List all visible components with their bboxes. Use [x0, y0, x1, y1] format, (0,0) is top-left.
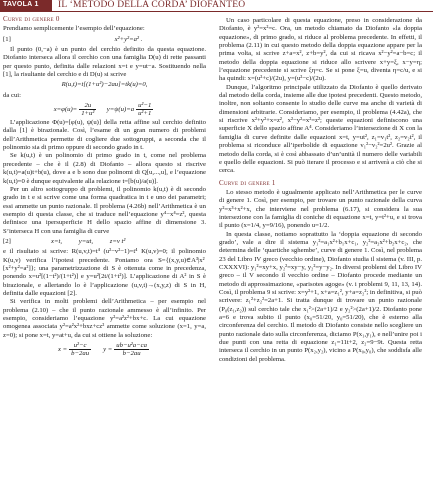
- left-column: [3, 15, 206, 359]
- eq-x-den: 1+u²: [81, 110, 95, 118]
- eq-y-num: u²−1: [138, 102, 152, 110]
- equation-1-body: x²+y²=a² .: [114, 35, 143, 43]
- page-header: [0, 0, 433, 11]
- paragraph-r1: Un caso particolare di questa equazione, preso in considerazione da Diofanto, è y²=x²=c. Ora, un metodo chiamato da Diofanto «la doppia equazione», di primo grado, si riduce al problema precedente. In effetti, il problema (2.11) in cui questo metodo della doppia equazione appare per la prima volta, si scrive z+a=x², z+b=y², da cui si ricava x²−y²=a−b=c; il metodo della doppia equazione si riduce allo scrivere x+y=ξ, x−y=η; l’equazione precedente si scrive ξη=c. Se si pone ξ=u, diventa η=c/u, e si ha quindi: x=(u²+c)/(2u), y=(u²−c)/(2u).: [219, 17, 422, 83]
- eq5-x-den: b−2au: [71, 350, 90, 358]
- eq-x-lhs: x=φ(u)=: [53, 106, 78, 114]
- header-tag-bar: [0, 0, 52, 11]
- eq5-y-fraction: [114, 342, 149, 357]
- section-title-genus-0: Curve di genere 0: [3, 15, 60, 23]
- paragraph-intro: Prendiamo semplicemente l’esempio dell’equazione:: [3, 25, 145, 33]
- paragraph-r4: In questa classe, notiamo soprattutto la ‘doppia equazione di secondo grado’, vale a dire il sistema y₁²=a₁x²+b₁x+c₁, y₂²=a₂x²+b₂x+c₂, che determina delle ‘quartiche sghembe’, curve di genere 1. Così, nel problema 23 del Libro IV greco (vecchio ordine), Diofanto studia il sistema (v. III, p. CXXXVI): y₁²=xy+x, y₂²=xy−y, y₂²=y−y₂. In diversi problemi del Libro IV greco – il V secondo il vecchio ordine – Diofanto procede mediante un metodo di approssimazione, «parisotes agoge» (v. i problemi 9, 11, 13, 14). Così, il problema 9 si scrive: x=y²+1, x+a=z₁², y+a=z₂²; in definitiva, si può scrivere: z₁²+z₂²=2a+1. Si tratta dunque di trovare un punto razionale (P₀(z₁,z₂)) sul cerchio tale che x₁²>(2a+1)/2 e y₂²>(2a+1)/2. Diofanto pone a=6 e trova subito il punto (x₀=51/20, y₀=51/20), che è esterno alla circonferenza del cerchio. Il metodo di Diofanto consiste nello scegliere un punto razionale dato sulla circonferenza, diciamo P(x₁,y₁), e nell’unire poi i due punti con una retta di equazione z₁=11t+2, z₂=9−9t. Questa retta interseca il cerchio in un punto P(x₂,y₂), vicino a P(x₀,y₀), che soddisfa alle condizioni del problema.: [219, 230, 422, 363]
- equation-1: [3, 36, 206, 44]
- paragraph-7: Si verifica in molti problemi dell’Arithmetica – per esempio nel problema (2.10) – che il punto razionale ammesso è all’infinito. Per esempio, consideriamo l’equazione y²=a²z²+bx+c. La cui equazione omogenea associata y²=a²x²+bxz+cz² ammette come soluzione (x=1, y=a, z=0); si pone x=t, y=at+u, da cui si ottiene la soluzione:: [3, 298, 206, 339]
- paragraph-r3: Lo stesso metodo è ugualmente applicato nell’Arithmetica per le curve di genere 1. Così, per esempio, per trovare un punto razionale della curva y²=x³+x²+x, che interviene nel problema (6.17), si considera la sua intersezione con la famiglia di coniche di equazione x=t, y=t²+u, e si trova il punto (x=1/4, y=9/16), ponendo u=1/2.: [219, 188, 422, 230]
- paragraph-5: Per un altro sottogruppo di problemi, il polinomio k(u,t) è di secondo grado in t e si scrive come una forma quadratica in t e uno dei parametri; essi ammette un punto razionale. Il problema (4.26b) nell’Arithmetica è un esempio di questa classe, che si traduce nell’equazione y⁴−x⁴=z², questa definisce una ipersuperficie H dello spazio affine di dimensione 3. S’interseca H con una famiglia di curve: [3, 185, 206, 235]
- eq5-x-num: u²−c: [69, 342, 91, 350]
- equation-1-number: [1]: [3, 35, 11, 43]
- equation-2: [3, 238, 206, 246]
- eq5-y-lhs: y =: [103, 346, 113, 354]
- header-rule: [0, 11, 433, 12]
- paragraph-4: Se k(u,t) è un polinomio di primo grado in t, come nel problema precedente – che è il (2.8) di Diofanto – allora questo si riscrive k(u,t)=a(u)t+b(u), dove a e b sono due polinomi di Q[u,...,u], e l’equazione k(u,t)=0 è dunque equivalente alla relazione t=[b(u)/a(u)].: [3, 152, 206, 185]
- eq-y-lhs: y=ψ(u)=a: [106, 106, 135, 114]
- paragraph-da-cui: da cui:: [3, 91, 22, 99]
- eq-x-fraction: [79, 102, 96, 117]
- right-column: [219, 17, 422, 364]
- eq5-x-fraction: [69, 342, 91, 357]
- eq5-y-num: ub−u²a−ca: [116, 342, 147, 350]
- equation-2-number: [2]: [3, 237, 11, 245]
- section-title-genus-1: Curve di genere 1: [219, 178, 276, 187]
- equation-solution: [3, 342, 206, 357]
- equation-2-body: x=t, y=ut, z=v t²: [51, 237, 126, 245]
- paragraph-3: L’applicazione Φ(u)=[φ(u), ψ(u)] della retta affine sul cerchio definito dalla [1] è birazionale. Così, l’esame di un gran numero di problemi dell’Arithmetica permette di cogliere due sottogruppi, a seconda che il polinomio sia di primo oppure di secondo grado in t.: [3, 119, 206, 152]
- eq-y-den: u²+1: [138, 110, 152, 118]
- paragraph-r2: Dunque, l’algoritmo principale utilizzato da Diofanto è quello derivato dal metodo della corda, insieme alle due ipotesi precedenti. Questo metodo, inoltre, non soltanto consente lo studio delle curve ma anche di varietà di dimensioni arbitrarie. Consideriamo, per esempio, il problema (4.42a), che si riscrive x²+y²+x=z², x²−y²=x²=z²; queste equazioni definiscono una superficie X dello spazio affine A⁴. Consideriamo l’intersezione di X con la famiglia di curve definite dalle equazioni x=t, y=ut², z₁=v₁t², z₂=v₂t², il problema si riconduce all’iperbolide di equazione v₁²−v₂²=2u². Grazie al metodo della corda, si è così abbassato d’un’unità il numero delle variabili e quello delle equazioni. Si può iterare il processo e si arriverà a ciò che si cerca.: [219, 83, 422, 175]
- header-tag: TAVOLA 1: [3, 1, 39, 8]
- paragraph-6: e il risultato si scrive: R(u,v,t)=t⁴ (u²−v²−1)=t⁴ K(u,v)=0; il polinomio K(u,v) verifica l’ipotesi precedente. Poniamo ora S={(x,y,u)∈A³|x² [x²+y²=a²]}; una parametrizzazione di S è ottenuta come in precedenza, ponendo x=u²[(1−t²)/(1+t²)] e y=u²[2t/(1+t²)]. L’applicazione di A² in S è birazionale, e allertando lo è l’applicazione (u,v,t)→(x,y,z) di S in H, definita dalle equazioni [2].: [3, 248, 206, 297]
- eq-y-fraction: [136, 102, 153, 117]
- equation-resultant: R(u,t)=t[(1+u²)−2au]=tk(u)=0,: [61, 81, 148, 89]
- eq5-x-lhs: x =: [58, 346, 68, 354]
- paragraph-1: Il punto (0,−a) è un punto del cerchio definito da questa equazione. Diofanto interseca allora il cerchio con una famiglia D(u) di rette passanti per questo punto, definita dalle relazioni x=t e y=ut−a. Sostituendo nella [1], la risultante del cerchio e di D(u) si scrive: [3, 46, 206, 79]
- equation-parametrization: [3, 102, 206, 117]
- eq-x-num: 2u: [79, 102, 96, 110]
- eq5-y-den: b−2au: [122, 350, 141, 358]
- page-title: IL ‘METODO DELLA CORDA’ DIOFANTEO: [58, 0, 246, 10]
